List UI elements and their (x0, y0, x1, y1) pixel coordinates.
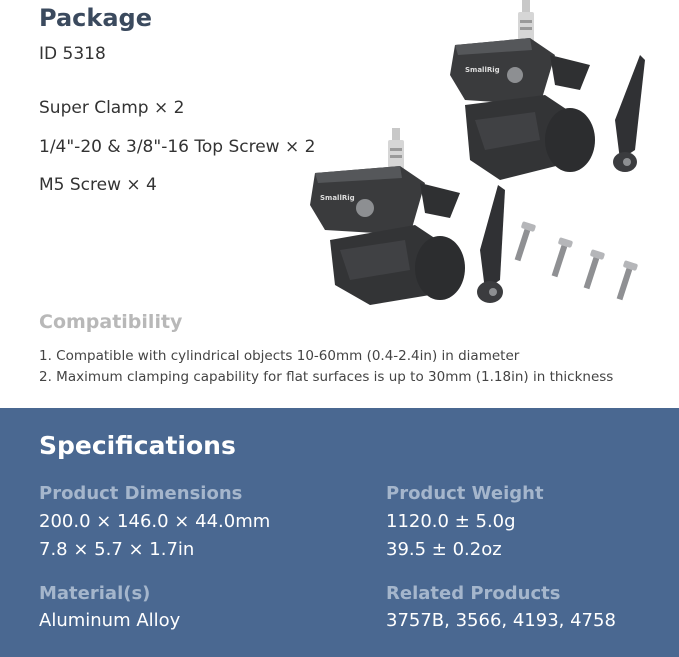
m5-screws (511, 221, 638, 301)
weight-imperial: 39.5 ± 0.2oz (386, 539, 502, 560)
brand-logo: SmallRig (465, 66, 500, 74)
specifications-title: Specifications (39, 431, 236, 460)
brand-logo: SmallRig (320, 194, 355, 202)
package-title: Package (39, 4, 152, 32)
dimensions-label: Product Dimensions (39, 483, 243, 504)
material-value: Aluminum Alloy (39, 610, 181, 631)
package-id: ID 5318 (39, 44, 106, 64)
dimensions-imperial: 7.8 × 5.7 × 1.7in (39, 539, 195, 560)
related-products-label: Related Products (386, 583, 561, 604)
compatibility-line: 1. Compatible with cylindrical objects 10-60mm (0.4-2.4in) in diameter (39, 348, 520, 364)
super-clamp-back (450, 0, 645, 180)
package-item: 1/4"-20 & 3/8"-16 Top Screw × 2 (39, 137, 316, 157)
specifications-panel (0, 408, 679, 657)
compatibility-title: Compatibility (39, 311, 183, 333)
compatibility-line: 2. Maximum clamping capability for flat surfaces is up to 30mm (1.18in) in thickness (39, 369, 614, 385)
package-item: Super Clamp × 2 (39, 98, 185, 118)
package-item: M5 Screw × 4 (39, 175, 157, 195)
weight-metric: 1120.0 ± 5.0g (386, 511, 516, 532)
weight-label: Product Weight (386, 483, 544, 504)
product-image (300, 0, 679, 310)
material-label: Material(s) (39, 583, 151, 604)
related-products-value: 3757B, 3566, 4193, 4758 (386, 610, 616, 631)
dimensions-metric: 200.0 × 146.0 × 44.0mm (39, 511, 271, 532)
